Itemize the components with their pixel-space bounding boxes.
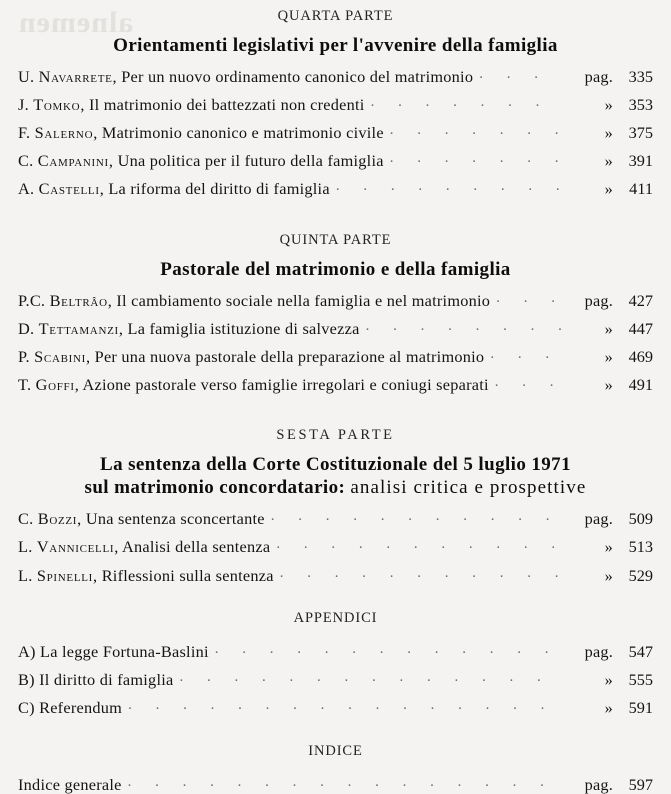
- leader-dots: [371, 94, 561, 110]
- page-number: 509: [628, 509, 653, 529]
- toc-entry[interactable]: [18, 500, 653, 528]
- page-number: 335: [628, 66, 653, 86]
- leader-dots: [490, 346, 561, 362]
- part-title-quarta: Orientamenti legislativi per l'avvenire della famiglia: [113, 35, 558, 56]
- part-label-quarta: QUARTA PARTE: [277, 8, 394, 24]
- section-spacer: [18, 584, 653, 610]
- toc-entry[interactable]: [18, 113, 653, 141]
- toc-entry[interactable]: [18, 689, 653, 717]
- section-quarta-parte: [18, 8, 653, 198]
- page-number: 547: [628, 642, 653, 662]
- toc-entry[interactable]: [18, 556, 653, 584]
- page-marker: »: [604, 151, 613, 171]
- entry-label: C) Referendum: [18, 698, 123, 718]
- leader-dots: [280, 564, 561, 580]
- part-label-quinta: QUINTA PARTE: [279, 231, 392, 248]
- part-title-sesta-line2-regular: analisi critica e prospettive: [350, 477, 587, 499]
- toc-entry[interactable]: [18, 760, 653, 794]
- page-number: 491: [628, 374, 653, 394]
- page-number: 427: [628, 290, 653, 310]
- toc-entry[interactable]: [18, 309, 653, 337]
- page-marker: »: [604, 374, 613, 394]
- page-number: 555: [628, 670, 653, 690]
- toc-entry[interactable]: [18, 57, 653, 85]
- toc-entry[interactable]: [18, 660, 653, 688]
- section-spacer: [18, 198, 653, 232]
- page-marker: pag.: [584, 774, 613, 794]
- entry-label: J. Tomko, Il matrimonio dei battezzati non credenti: [18, 95, 365, 115]
- page-marker: pag.: [584, 509, 613, 529]
- entry-label: Indice generale: [18, 774, 122, 794]
- leader-dots: [390, 122, 561, 138]
- leader-dots: [271, 508, 561, 524]
- leader-dots: [479, 66, 561, 82]
- section-quinta-parte: [18, 232, 653, 394]
- section-indice: [18, 743, 653, 794]
- entry-list-sesta: [18, 500, 653, 584]
- entry-label: C. Bozzi, Una sentenza sconcertante: [18, 509, 265, 529]
- page-marker: pag.: [584, 642, 613, 662]
- leader-dots: [179, 669, 561, 685]
- page-number: 375: [628, 123, 653, 143]
- part-title-sesta-line1: La sentenza della Corte Costituzionale del 5 luglio 1971: [100, 454, 571, 476]
- page-number: 469: [628, 346, 653, 366]
- part-title-sesta-line2-bold: sul matrimonio concordatario:: [84, 477, 346, 499]
- section-appendici: [18, 610, 653, 717]
- page-marker: »: [604, 318, 613, 338]
- leader-dots: [336, 178, 561, 194]
- entry-label: B) Il diritto di famiglia: [18, 670, 174, 690]
- page-number: 597: [628, 774, 653, 794]
- leader-dots: [366, 317, 561, 333]
- page-number: 513: [628, 537, 653, 557]
- entry-label: F. Salerno, Matrimonio canonico e matrimonio civile: [18, 123, 384, 143]
- leader-dots: [128, 697, 561, 713]
- page-marker: »: [604, 537, 613, 557]
- toc-entry[interactable]: [18, 85, 653, 113]
- entry-list-indice: [18, 760, 653, 794]
- page-number: 391: [628, 151, 653, 171]
- page-number: 447: [628, 318, 653, 338]
- page-number: 353: [628, 95, 653, 115]
- entry-label: L. Spinelli, Riflessioni sulla sentenza: [18, 565, 274, 585]
- page-marker: »: [604, 346, 613, 366]
- toc-entry[interactable]: [18, 170, 653, 198]
- page-number: 529: [628, 565, 653, 585]
- heading-indice: INDICE: [308, 742, 363, 759]
- entry-label: D. Tettamanzi, La famiglia istituzione di salvezza: [18, 318, 360, 338]
- toc-entry[interactable]: [18, 281, 653, 309]
- leader-dots: [390, 150, 561, 166]
- toc-entry[interactable]: [18, 337, 653, 365]
- page-marker: »: [604, 95, 613, 115]
- toc-entry[interactable]: [18, 528, 653, 556]
- leader-dots: [496, 289, 561, 305]
- section-sesta-parte: [18, 427, 653, 584]
- toc-entry[interactable]: [18, 627, 653, 661]
- entry-label: C. Campanini, Una politica per il futuro della famiglia: [18, 151, 384, 171]
- page-bleedthrough-artifact: alnemen: [18, 6, 134, 39]
- heading-appendici: APPENDICI: [293, 609, 378, 626]
- page-marker: »: [604, 565, 613, 585]
- page-marker: pag.: [584, 66, 613, 86]
- toc-entry[interactable]: [18, 141, 653, 169]
- page-marker: »: [604, 670, 613, 690]
- leader-dots: [215, 641, 561, 657]
- entry-list-quarta: [18, 57, 653, 197]
- leader-dots: [495, 374, 561, 390]
- page-marker: »: [604, 698, 613, 718]
- page-number: 411: [629, 179, 653, 199]
- page-marker: »: [604, 179, 613, 199]
- entry-list-appendici: [18, 627, 653, 717]
- entry-label: A) La legge Fortuna-Baslini: [18, 642, 209, 662]
- entry-label: U. Navarrete, Per un nuovo ordinamento canonico del matrimonio: [18, 66, 474, 86]
- entry-label: L. Vannicelli, Analisi della sentenza: [18, 537, 271, 557]
- part-title-sesta: [18, 453, 653, 499]
- toc-entry[interactable]: [18, 365, 653, 393]
- entry-label: T. Goffi, Azione pastorale verso famiglie irregolari e coniugi separati: [18, 374, 489, 394]
- entry-label: P.C. Beltrâo, Il cambiamento sociale nella famiglia e nel matrimonio: [18, 290, 491, 310]
- page-marker: pag.: [584, 290, 613, 310]
- entry-label: P. Scabini, Per una nuova pastorale della preparazione al matrimonio: [18, 346, 485, 366]
- part-title-quinta: Pastorale del matrimonio e della famiglia: [160, 258, 511, 280]
- entry-label: A. Castelli, La riforma del diritto di famiglia: [18, 179, 330, 199]
- leader-dots: [128, 774, 561, 790]
- page-marker: »: [604, 123, 613, 143]
- section-spacer: [18, 717, 653, 743]
- page-number: 591: [628, 698, 653, 718]
- leader-dots: [276, 536, 561, 552]
- entry-list-quinta: [18, 281, 653, 393]
- section-spacer: [18, 393, 653, 427]
- part-label-sesta: SESTA PARTE: [276, 427, 395, 444]
